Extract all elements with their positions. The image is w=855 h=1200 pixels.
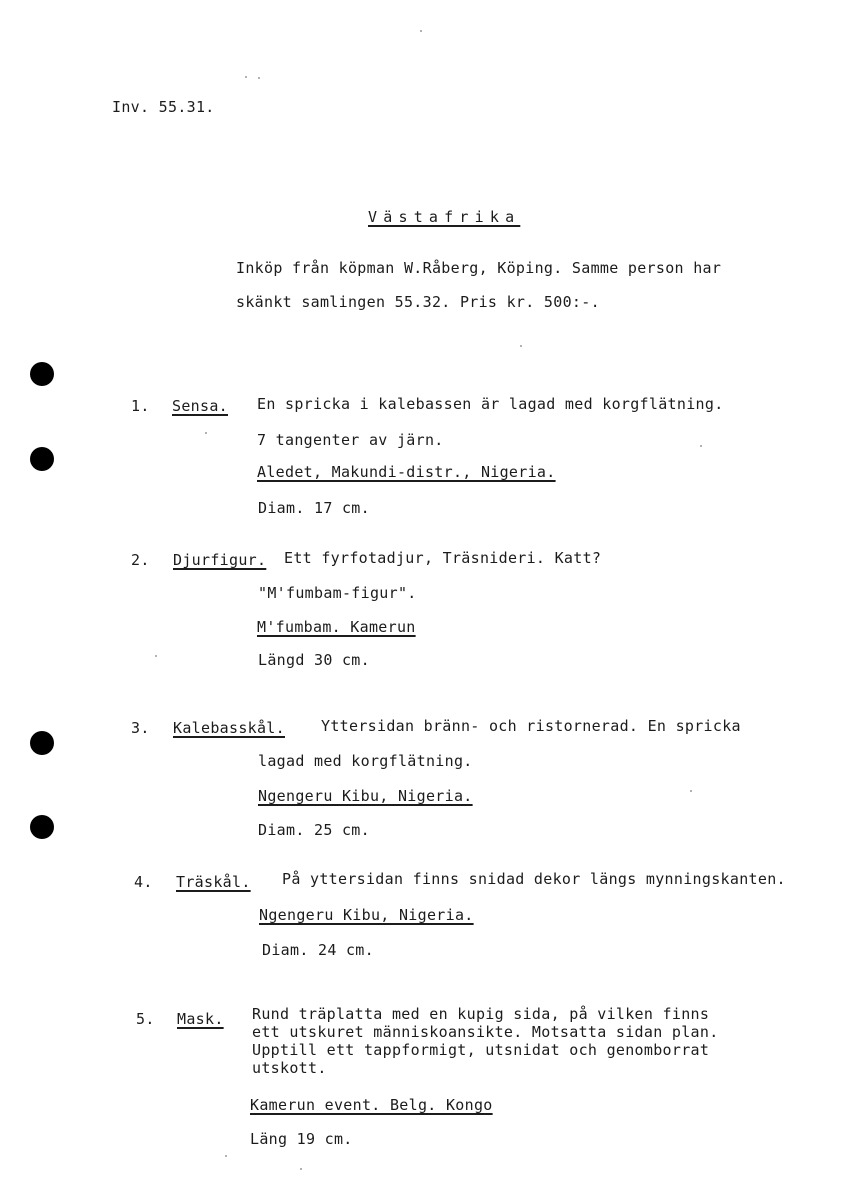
punch-hole: [30, 447, 54, 471]
scan-speck: [258, 77, 260, 79]
item-description: Rund träplatta med en kupig sida, på vilken finns: [252, 1005, 710, 1023]
punch-hole: [30, 362, 54, 386]
intro-line-2: skänkt samlingen 55.32. Pris kr. 500:-.: [236, 293, 600, 311]
item-measure: Längd 30 cm.: [258, 651, 370, 669]
item-place: Ngengeru Kibu, Nigeria.: [259, 906, 474, 924]
punch-hole: [30, 731, 54, 755]
item-number: 5.: [136, 1010, 155, 1028]
item-number: 4.: [134, 873, 153, 891]
item-name: Träskål.: [176, 873, 251, 891]
item-name: Djurfigur.: [173, 551, 267, 569]
item-description: utskott.: [252, 1059, 327, 1077]
item-measure: Läng 19 cm.: [250, 1130, 353, 1148]
scan-speck: [205, 432, 207, 434]
item-name: Kalebasskål.: [173, 719, 285, 737]
item-measure: Diam. 25 cm.: [258, 821, 370, 839]
scan-speck: [690, 790, 692, 792]
item-description: 7 tangenter av järn.: [257, 431, 444, 449]
item-number: 2.: [131, 551, 150, 569]
item-description: Ett fyrfotadjur, Träsnideri. Katt?: [284, 549, 602, 567]
page-title: Västafrika: [368, 208, 521, 226]
item-place: M'fumbam. Kamerun: [257, 618, 416, 636]
scan-speck: [245, 76, 247, 78]
item-description: Upptill ett tappformigt, utsnidat och genomborrat: [252, 1041, 710, 1059]
item-name: Mask.: [177, 1010, 224, 1028]
punch-hole: [30, 815, 54, 839]
inventory-number: Inv. 55.31.: [112, 98, 215, 116]
item-description: En spricka i kalebassen är lagad med korgflätning.: [257, 395, 724, 413]
item-place: Kamerun event. Belg. Kongo: [250, 1096, 493, 1114]
intro-line-1: Inköp från köpman W.Råberg, Köping. Samme person har: [236, 259, 722, 277]
scan-speck: [700, 445, 702, 447]
item-description: lagad med korgflätning.: [258, 752, 473, 770]
item-number: 3.: [131, 719, 150, 737]
item-description: På yttersidan finns snidad dekor längs mynningskanten.: [282, 870, 786, 888]
item-description: ett utskuret människoansikte. Motsatta sidan plan.: [252, 1023, 719, 1041]
scan-speck: [155, 655, 157, 657]
item-number: 1.: [131, 397, 150, 415]
item-measure: Diam. 17 cm.: [258, 499, 370, 517]
scan-speck: [420, 30, 422, 32]
scan-speck: [520, 345, 522, 347]
item-description: "M'fumbam-figur".: [258, 584, 417, 602]
item-place: Aledet, Makundi-distr., Nigeria.: [257, 463, 556, 481]
scan-speck: [300, 1168, 302, 1170]
item-measure: Diam. 24 cm.: [262, 941, 374, 959]
scan-speck: [225, 1155, 227, 1157]
item-name: Sensa.: [172, 397, 228, 415]
item-description: Yttersidan bränn- och ristornerad. En spricka: [321, 717, 741, 735]
item-place: Ngengeru Kibu, Nigeria.: [258, 787, 473, 805]
